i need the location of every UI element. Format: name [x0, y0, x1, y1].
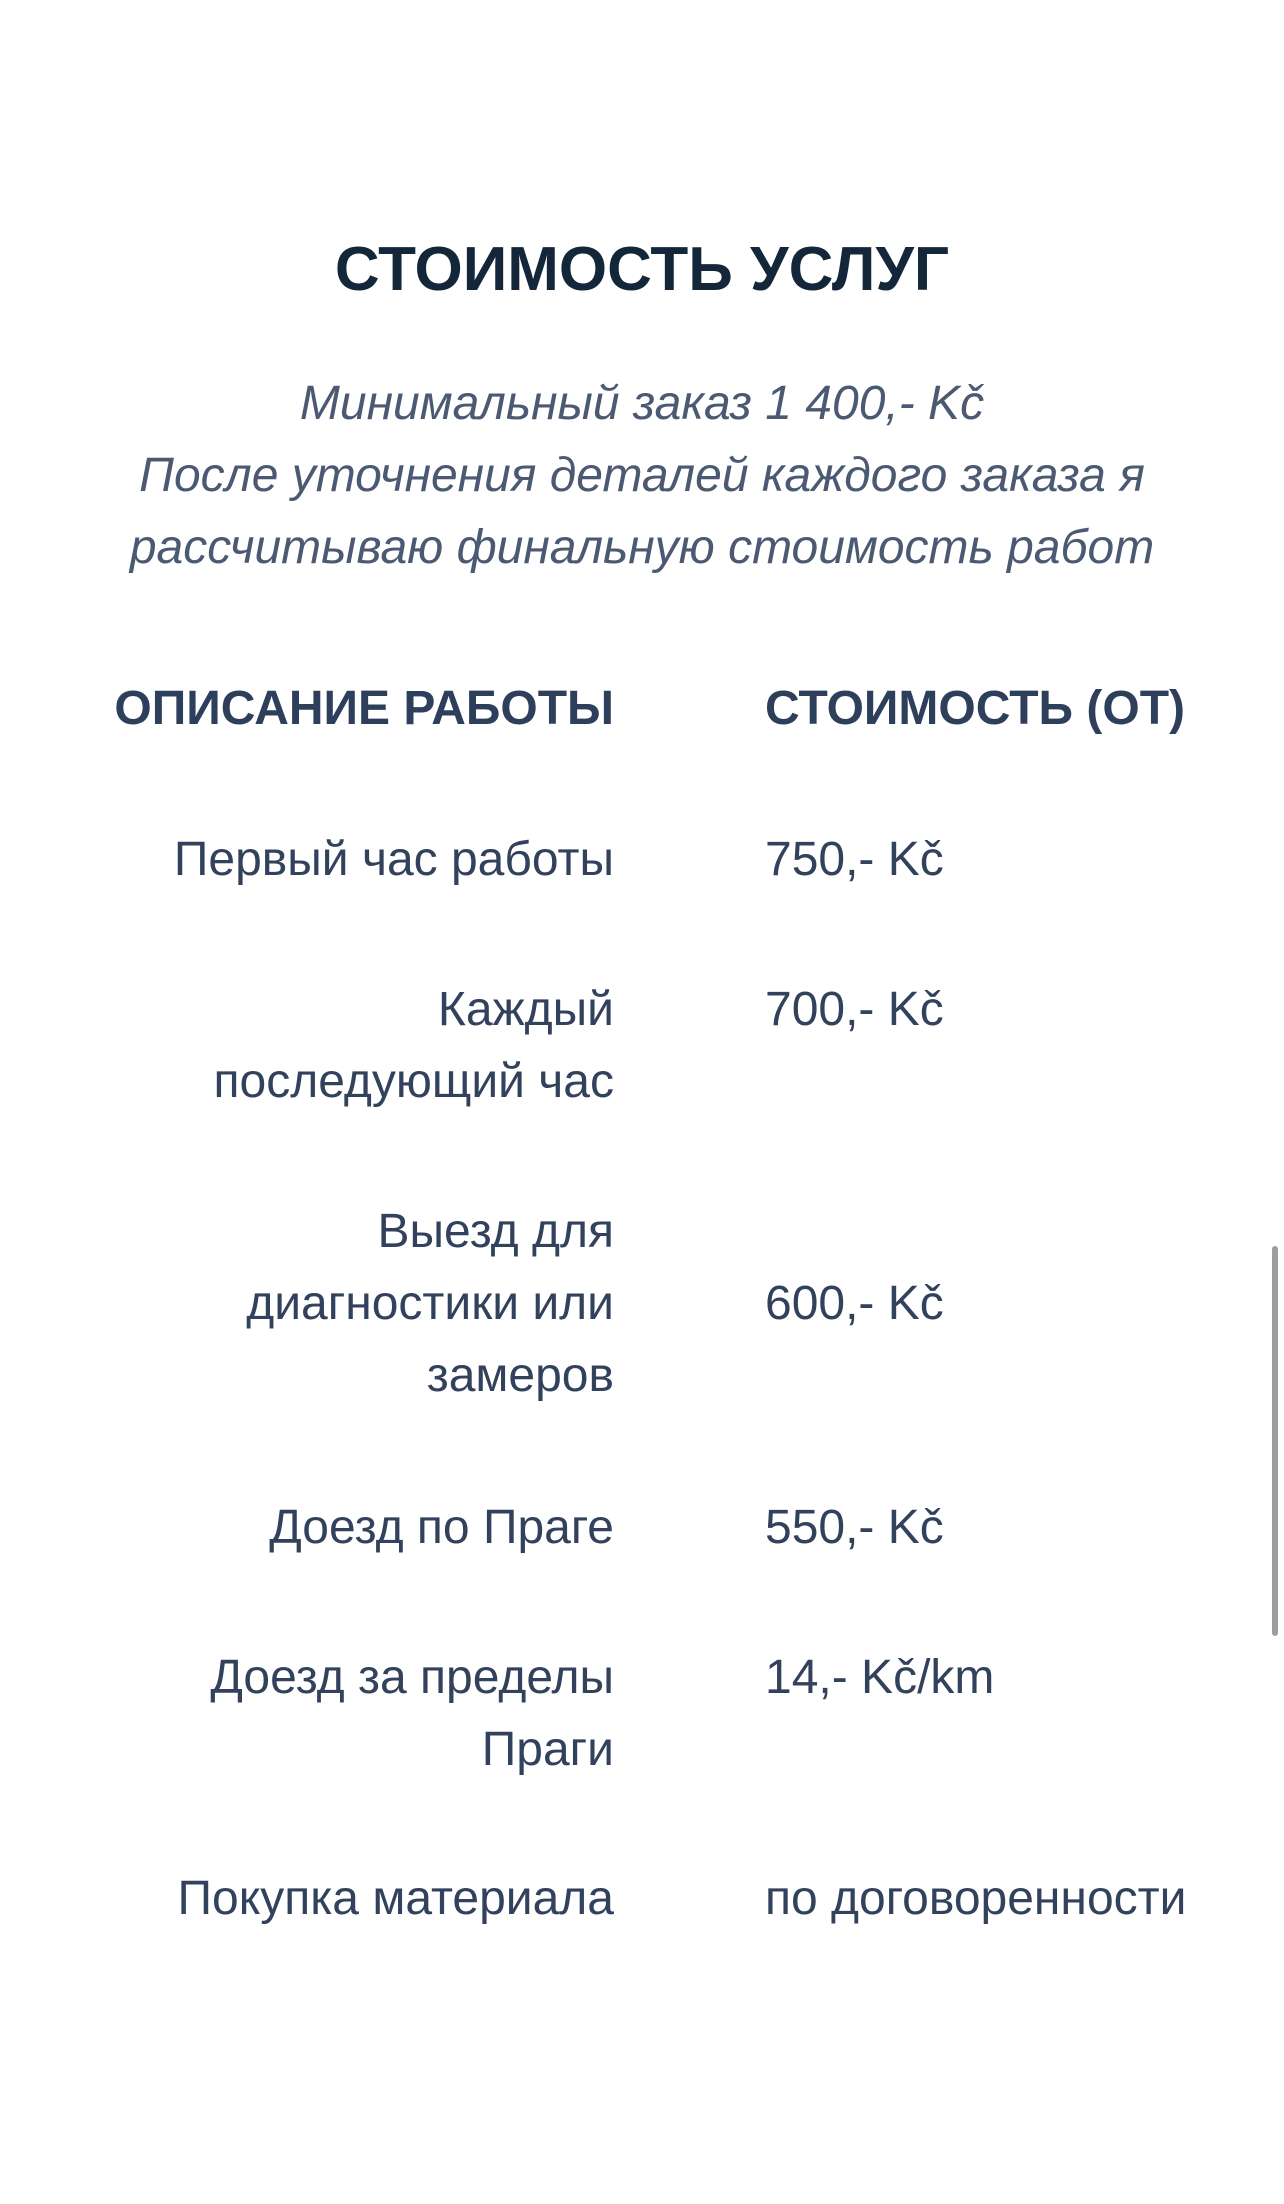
- row-price: по договоренности: [765, 1872, 1187, 1925]
- row-price: 550,- Kč: [765, 1501, 944, 1554]
- row-description: Доезд за пределы Праги: [210, 1651, 614, 1776]
- row-description: Покупка материала: [177, 1872, 614, 1925]
- row-description: Первый час работы: [173, 833, 614, 886]
- row-description: Каждый последующий час: [213, 983, 614, 1108]
- column-header-price: СТОИМОСТЬ (ОТ): [765, 682, 1185, 735]
- section-title: СТОИМОСТЬ УСЛУГ: [334, 235, 950, 304]
- subtitle-line-final-price: рассчитываю финальную стоимость работ: [129, 521, 1155, 574]
- row-description: Доезд по Праге: [269, 1501, 614, 1554]
- subtitle-line-details: После уточнения деталей каждого заказа я: [139, 449, 1145, 502]
- scrollbar-thumb[interactable]: [1272, 1246, 1278, 1636]
- row-price: 750,- Kč: [765, 833, 944, 886]
- row-price: 600,- Kč: [765, 1277, 944, 1330]
- row-price: 14,- Kč/km: [765, 1651, 995, 1704]
- row-description: Выезд для диагностики или замеров: [246, 1205, 614, 1402]
- row-price: 700,- Kč: [765, 983, 944, 1036]
- column-header-description: ОПИСАНИЕ РАБОТЫ: [114, 682, 614, 735]
- subtitle-line-min-order: Минимальный заказ 1 400,- Kč: [299, 377, 985, 430]
